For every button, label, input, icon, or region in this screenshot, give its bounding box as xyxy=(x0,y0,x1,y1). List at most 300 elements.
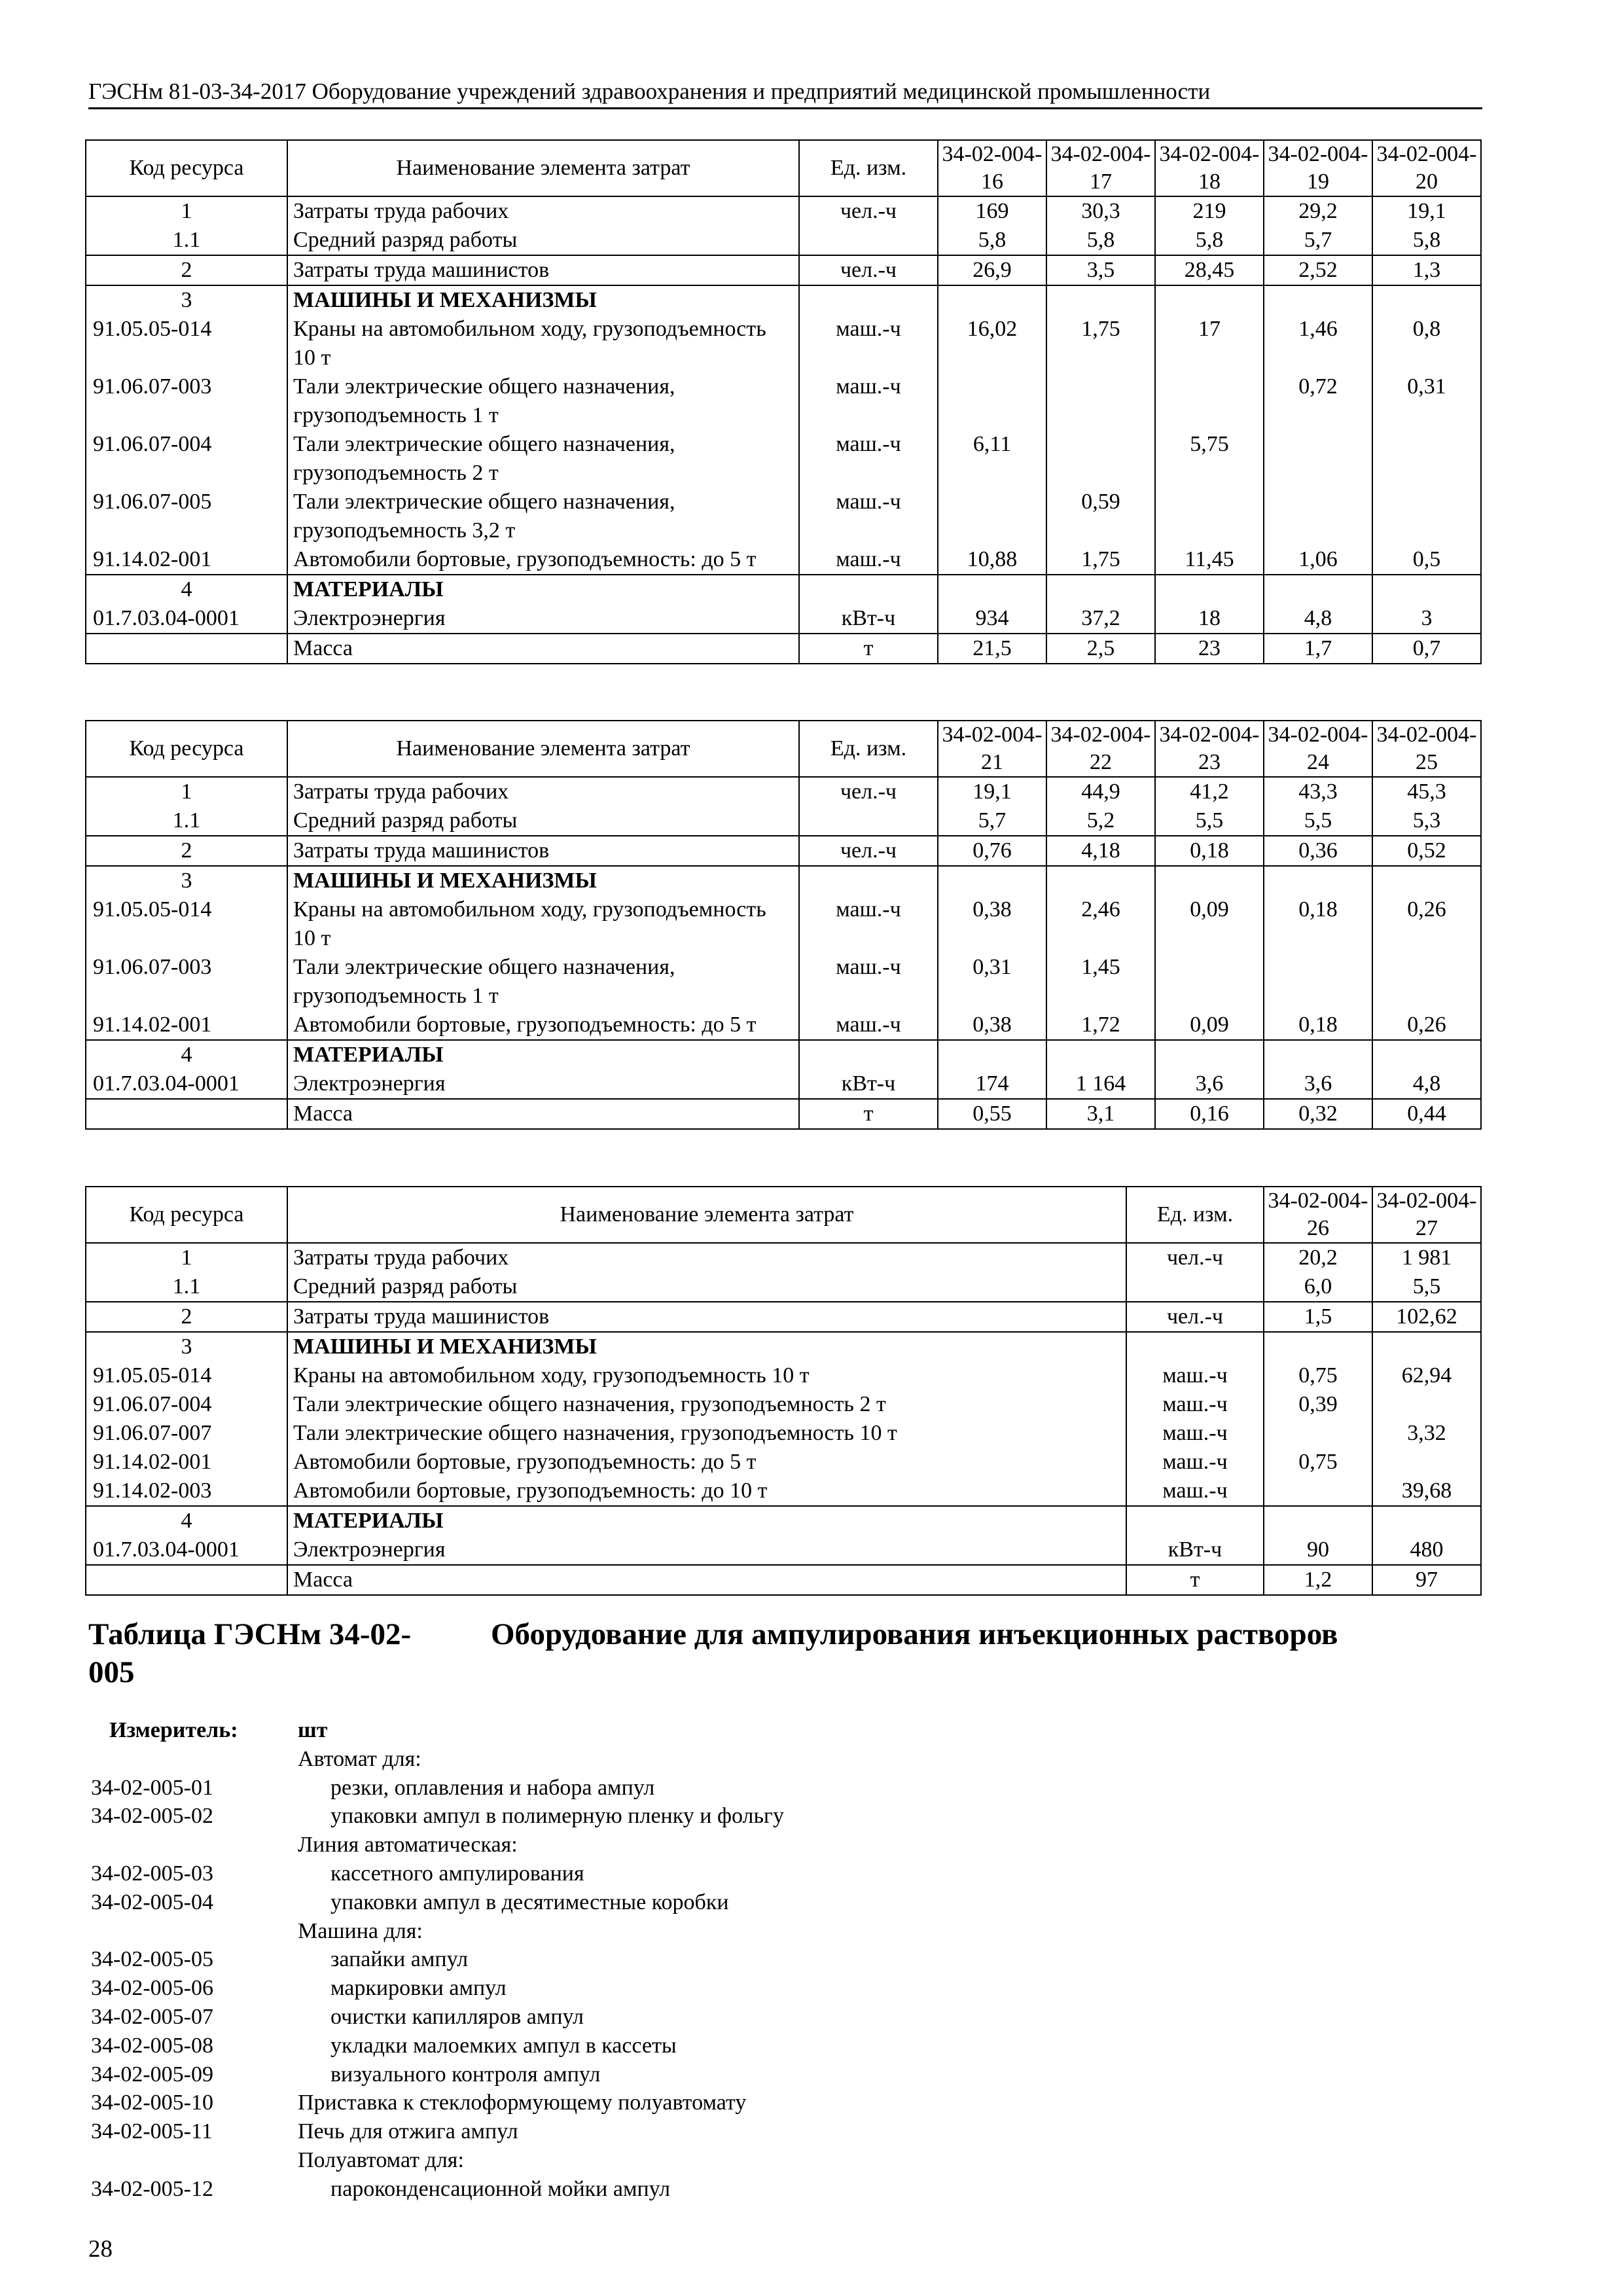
column-header-unit: Ед. изм. xyxy=(799,721,938,777)
unit-cell: чел.-ч xyxy=(799,777,938,806)
resource-code: 2 xyxy=(86,1302,287,1332)
value-cell: 0,31 xyxy=(1372,372,1481,430)
table-row xyxy=(86,806,1481,836)
value-cell: 5,8 xyxy=(1372,226,1481,255)
unit-cell xyxy=(1126,1506,1264,1535)
unit-cell: чел.-ч xyxy=(1126,1243,1264,1272)
value-cell: 219 xyxy=(1155,196,1264,226)
item-code: 34-02-005-03 xyxy=(91,1861,213,1886)
column-header-name: Наименование элемента затрат xyxy=(287,1187,1126,1243)
value-cell: 0,31 xyxy=(938,953,1046,1011)
table-row xyxy=(86,315,1481,372)
cost-element-name: Тали электрические общего назначения, грузоподъемность 1 т xyxy=(287,372,799,430)
value-cell xyxy=(1155,285,1264,315)
table-header-row xyxy=(86,721,1481,777)
value-cell: 1,3 xyxy=(1372,255,1481,285)
value-cell xyxy=(1264,1332,1372,1361)
table-row xyxy=(86,226,1481,255)
value-cell: 1,75 xyxy=(1046,315,1155,372)
list-item xyxy=(88,2032,1463,2060)
unit-cell xyxy=(799,285,938,315)
value-cell xyxy=(1155,488,1264,545)
resource-code: 1.1 xyxy=(86,226,287,255)
table-row xyxy=(86,1243,1481,1272)
value-cell: 4,8 xyxy=(1264,604,1372,634)
value-cell: 17 xyxy=(1155,315,1264,372)
value-cell: 18 xyxy=(1155,604,1264,634)
resource-code: 4 xyxy=(86,575,287,604)
item-code: 34-02-005-07 xyxy=(91,2004,213,2029)
value-cell xyxy=(1372,1506,1481,1535)
resource-code: 4 xyxy=(86,1040,287,1069)
resource-code: 91.06.07-003 xyxy=(86,372,287,430)
item-code: 34-02-005-02 xyxy=(91,1804,213,1829)
item-text: Линия автоматическая: xyxy=(298,1833,518,1857)
table-row xyxy=(86,1272,1481,1302)
table-row xyxy=(86,285,1481,315)
value-cell: 1,72 xyxy=(1046,1011,1155,1040)
table-row xyxy=(86,196,1481,226)
cost-element-name: МАТЕРИАЛЫ xyxy=(287,1040,799,1069)
cost-element-name: Затраты труда машинистов xyxy=(287,255,799,285)
value-cell xyxy=(1372,285,1481,315)
value-cell: 0,32 xyxy=(1264,1099,1372,1129)
table-row xyxy=(86,255,1481,285)
table-row xyxy=(86,1506,1481,1535)
table-row xyxy=(86,1535,1481,1565)
table-row xyxy=(86,1099,1481,1129)
value-cell: 934 xyxy=(938,604,1046,634)
value-cell: 39,68 xyxy=(1372,1477,1481,1506)
value-cell: 11,45 xyxy=(1155,545,1264,575)
list-item xyxy=(88,1917,1463,1946)
table-row xyxy=(86,1302,1481,1332)
value-cell: 1,5 xyxy=(1264,1302,1372,1332)
unit-cell: маш.-ч xyxy=(1126,1448,1264,1477)
item-text: укладки малоемких ампул в кассеты xyxy=(330,2033,677,2058)
item-text: Приставка к стеклоформующему полуавтомату xyxy=(298,2090,747,2115)
table-row xyxy=(86,777,1481,806)
column-header-unit: Ед. изм. xyxy=(799,140,938,196)
measure-label: Измеритель: xyxy=(109,1718,238,1742)
value-cell: 0,38 xyxy=(938,1011,1046,1040)
value-cell xyxy=(1155,953,1264,1011)
cost-element-name: Затраты труда машинистов xyxy=(287,836,799,866)
resource-code: 91.14.02-003 xyxy=(86,1477,287,1506)
table-number-line2: 005 xyxy=(88,1655,135,1689)
value-cell xyxy=(1155,866,1264,895)
value-cell: 0,36 xyxy=(1264,836,1372,866)
table-row xyxy=(86,1069,1481,1099)
unit-cell: чел.-ч xyxy=(799,836,938,866)
unit-cell xyxy=(1126,1332,1264,1361)
cost-element-name: МАТЕРИАЛЫ xyxy=(287,575,799,604)
value-cell: 3,6 xyxy=(1264,1069,1372,1099)
item-code: 34-02-005-05 xyxy=(91,1947,213,1972)
value-cell: 19,1 xyxy=(1372,196,1481,226)
value-cell xyxy=(1046,430,1155,488)
value-cell: 0,44 xyxy=(1372,1099,1481,1129)
resource-code: 1 xyxy=(86,777,287,806)
cost-element-name: Краны на автомобильном ходу, грузоподъемность 10 т xyxy=(287,1361,1126,1390)
value-cell: 1,7 xyxy=(1264,634,1372,664)
cost-element-name: Масса xyxy=(287,1565,1126,1595)
unit-cell: чел.-ч xyxy=(799,255,938,285)
table-row xyxy=(86,488,1481,545)
list-item xyxy=(88,2003,1463,2032)
value-cell xyxy=(1264,1419,1372,1448)
unit-cell: маш.-ч xyxy=(1126,1390,1264,1419)
unit-cell: т xyxy=(799,634,938,664)
cost-element-name: МАШИНЫ И МЕХАНИЗМЫ xyxy=(287,1332,1126,1361)
value-cell: 5,8 xyxy=(1046,226,1155,255)
value-cell xyxy=(1046,285,1155,315)
resource-code: 91.06.07-007 xyxy=(86,1419,287,1448)
value-cell: 4,18 xyxy=(1046,836,1155,866)
list-item xyxy=(88,1831,1463,1859)
list-item xyxy=(88,1859,1463,1888)
value-cell xyxy=(1264,285,1372,315)
value-cell xyxy=(938,372,1046,430)
resource-code: 01.7.03.04-0001 xyxy=(86,1069,287,1099)
table-row xyxy=(86,836,1481,866)
value-cell: 0,7 xyxy=(1372,634,1481,664)
item-text: кассетного ампулирования xyxy=(330,1861,584,1886)
column-header-rate: 34-02-004-23 xyxy=(1155,721,1264,777)
unit-cell xyxy=(799,226,938,255)
value-cell: 5,7 xyxy=(1264,226,1372,255)
item-text: упаковки ампул в десятиместные коробки xyxy=(330,1890,729,1914)
value-cell xyxy=(938,1040,1046,1069)
column-header-rate: 34-02-004-22 xyxy=(1046,721,1155,777)
value-cell: 480 xyxy=(1372,1535,1481,1565)
unit-cell: кВт-ч xyxy=(799,1069,938,1099)
list-item xyxy=(88,2175,1463,2204)
resource-code: 91.06.07-004 xyxy=(86,430,287,488)
table-row xyxy=(86,575,1481,604)
cost-element-name: Тали электрические общего назначения, грузоподъемность 10 т xyxy=(287,1419,1126,1448)
item-text: Машина для: xyxy=(298,1918,423,1943)
value-cell xyxy=(1155,372,1264,430)
value-cell: 30,3 xyxy=(1046,196,1155,226)
cost-element-name: Средний разряд работы xyxy=(287,1272,1126,1302)
unit-cell: кВт-ч xyxy=(799,604,938,634)
value-cell xyxy=(1264,1506,1372,1535)
resource-code xyxy=(86,1099,287,1129)
resource-code: 2 xyxy=(86,255,287,285)
unit-cell: маш.-ч xyxy=(799,1011,938,1040)
table-header-row xyxy=(86,140,1481,196)
value-cell: 10,88 xyxy=(938,545,1046,575)
measure-header xyxy=(88,1716,1463,1745)
value-cell: 6,11 xyxy=(938,430,1046,488)
table-row xyxy=(86,1565,1481,1595)
value-cell xyxy=(1372,488,1481,545)
value-cell: 37,2 xyxy=(1046,604,1155,634)
value-cell: 5,2 xyxy=(1046,806,1155,836)
column-header-rate: 34-02-004-18 xyxy=(1155,140,1264,196)
table-number-line1: Таблица ГЭСНм 34-02- xyxy=(88,1617,412,1651)
unit-cell xyxy=(799,866,938,895)
list-item xyxy=(88,1945,1463,1974)
value-cell: 0,09 xyxy=(1155,1011,1264,1040)
item-text: пароконденсационной мойки ампул xyxy=(330,2176,671,2201)
column-header-unit: Ед. изм. xyxy=(1126,1187,1264,1243)
unit-cell: чел.-ч xyxy=(1126,1302,1264,1332)
list-item xyxy=(88,2146,1463,2175)
resource-code: 91.14.02-001 xyxy=(86,1011,287,1040)
resource-code: 1.1 xyxy=(86,1272,287,1302)
cost-element-name: Электроэнергия xyxy=(287,1069,799,1099)
resource-table-1 xyxy=(85,139,1482,664)
cost-element-name: МАТЕРИАЛЫ xyxy=(287,1506,1126,1535)
value-cell: 6,0 xyxy=(1264,1272,1372,1302)
unit-cell: маш.-ч xyxy=(799,953,938,1011)
resource-code: 91.06.07-003 xyxy=(86,953,287,1011)
item-text: резки, оплавления и набора ампул xyxy=(330,1775,655,1800)
list-item xyxy=(88,2060,1463,2089)
list-item xyxy=(88,2089,1463,2117)
table-row xyxy=(86,604,1481,634)
value-cell xyxy=(1264,1040,1372,1069)
value-cell: 3,6 xyxy=(1155,1069,1264,1099)
cost-element-name: Электроэнергия xyxy=(287,1535,1126,1565)
resource-code: 1 xyxy=(86,196,287,226)
unit-cell: маш.-ч xyxy=(1126,1419,1264,1448)
value-cell xyxy=(1372,953,1481,1011)
table-row xyxy=(86,372,1481,430)
measure-list xyxy=(88,1716,1463,2204)
resource-code: 01.7.03.04-0001 xyxy=(86,1535,287,1565)
value-cell: 0,5 xyxy=(1372,545,1481,575)
table-row xyxy=(86,866,1481,895)
unit-cell: маш.-ч xyxy=(799,315,938,372)
unit-cell: кВт-ч xyxy=(1126,1535,1264,1565)
column-header-rate: 34-02-004-20 xyxy=(1372,140,1481,196)
value-cell: 2,5 xyxy=(1046,634,1155,664)
value-cell: 0,26 xyxy=(1372,1011,1481,1040)
resource-code: 91.05.05-014 xyxy=(86,1361,287,1390)
value-cell xyxy=(1046,1040,1155,1069)
value-cell: 2,46 xyxy=(1046,895,1155,953)
item-code: 34-02-005-10 xyxy=(91,2090,213,2115)
value-cell: 5,7 xyxy=(938,806,1046,836)
column-header-name: Наименование элемента затрат xyxy=(287,140,799,196)
item-code: 34-02-005-08 xyxy=(91,2033,213,2058)
value-cell: 26,9 xyxy=(938,255,1046,285)
list-item xyxy=(88,1774,1463,1803)
value-cell xyxy=(938,488,1046,545)
value-cell: 0,09 xyxy=(1155,895,1264,953)
cost-element-name: Затраты труда машинистов xyxy=(287,1302,1126,1332)
table-row xyxy=(86,1419,1481,1448)
value-cell: 5,8 xyxy=(938,226,1046,255)
value-cell: 1,06 xyxy=(1264,545,1372,575)
item-text: маркировки ампул xyxy=(330,1976,507,2001)
value-cell: 0,38 xyxy=(938,895,1046,953)
item-text: Автомат для: xyxy=(298,1746,421,1771)
value-cell xyxy=(1264,488,1372,545)
value-cell: 44,9 xyxy=(1046,777,1155,806)
item-text: Полуавтомат для: xyxy=(298,2147,464,2172)
resource-code: 91.05.05-014 xyxy=(86,315,287,372)
value-cell: 5,3 xyxy=(1372,806,1481,836)
resource-code: 91.14.02-001 xyxy=(86,545,287,575)
value-cell: 1,45 xyxy=(1046,953,1155,1011)
table-row xyxy=(86,1011,1481,1040)
cost-element-name: Электроэнергия xyxy=(287,604,799,634)
cost-element-name: Тали электрические общего назначения, грузоподъемность 1 т xyxy=(287,953,799,1011)
table-row xyxy=(86,430,1481,488)
value-cell xyxy=(1372,866,1481,895)
value-cell xyxy=(1264,430,1372,488)
table-number xyxy=(88,1615,481,1691)
value-cell: 62,94 xyxy=(1372,1361,1481,1390)
cost-element-name: Тали электрические общего назначения, грузоподъемность 2 т xyxy=(287,1390,1126,1419)
value-cell xyxy=(1155,575,1264,604)
cost-element-name: Затраты труда рабочих xyxy=(287,1243,1126,1272)
unit-cell: маш.-ч xyxy=(799,430,938,488)
cost-element-name: Затраты труда рабочих xyxy=(287,777,799,806)
item-text: Печь для отжига ампул xyxy=(298,2119,518,2144)
value-cell xyxy=(938,575,1046,604)
unit-cell: маш.-ч xyxy=(799,488,938,545)
value-cell: 3,5 xyxy=(1046,255,1155,285)
value-cell: 1 981 xyxy=(1372,1243,1481,1272)
value-cell xyxy=(1372,1040,1481,1069)
cost-element-name: Средний разряд работы xyxy=(287,226,799,255)
value-cell xyxy=(1372,430,1481,488)
value-cell xyxy=(1155,1040,1264,1069)
column-header-code: Код ресурса xyxy=(86,1187,287,1243)
item-text: запайки ампул xyxy=(330,1947,469,1972)
value-cell: 0,75 xyxy=(1264,1448,1372,1477)
table-row xyxy=(86,634,1481,664)
table-row xyxy=(86,545,1481,575)
running-header: ГЭСНм 81-03-34-2017 Оборудование учреждений здравоохранения и предприятий медицинской промышленности xyxy=(88,77,1482,109)
item-text: очистки капилляров ампул xyxy=(330,2004,584,2029)
unit-cell: маш.-ч xyxy=(799,895,938,953)
value-cell: 43,3 xyxy=(1264,777,1372,806)
value-cell: 1,75 xyxy=(1046,545,1155,575)
list-item xyxy=(88,1974,1463,2003)
column-header-code: Код ресурса xyxy=(86,140,287,196)
table-title-text: Оборудование для ампулирования инъекционных растворов xyxy=(491,1617,1338,1651)
value-cell: 3 xyxy=(1372,604,1481,634)
column-header-rate: 34-02-004-17 xyxy=(1046,140,1155,196)
value-cell: 0,18 xyxy=(1155,836,1264,866)
value-cell: 28,45 xyxy=(1155,255,1264,285)
value-cell: 21,5 xyxy=(938,634,1046,664)
value-cell xyxy=(1264,1477,1372,1506)
value-cell xyxy=(1264,953,1372,1011)
table-row xyxy=(86,1448,1481,1477)
list-item xyxy=(88,1745,1463,1774)
value-cell: 5,75 xyxy=(1155,430,1264,488)
resource-table-3 xyxy=(85,1186,1482,1596)
value-cell: 20,2 xyxy=(1264,1243,1372,1272)
value-cell: 1,2 xyxy=(1264,1565,1372,1595)
value-cell: 0,72 xyxy=(1264,372,1372,430)
value-cell xyxy=(938,285,1046,315)
unit-cell xyxy=(799,806,938,836)
item-text: визуального контроля ампул xyxy=(330,2062,601,2087)
resource-code: 91.06.07-005 xyxy=(86,488,287,545)
measure-unit: шт xyxy=(298,1718,328,1742)
value-cell: 0,8 xyxy=(1372,315,1481,372)
column-header-rate: 34-02-004-16 xyxy=(938,140,1046,196)
table-row xyxy=(86,1040,1481,1069)
unit-cell: т xyxy=(799,1099,938,1129)
value-cell: 0,18 xyxy=(1264,895,1372,953)
value-cell xyxy=(1372,1390,1481,1419)
item-code: 34-02-005-09 xyxy=(91,2062,213,2087)
cost-element-name: Краны на автомобильном ходу, грузоподъемность 10 т xyxy=(287,895,799,953)
unit-cell: маш.-ч xyxy=(799,545,938,575)
table-row xyxy=(86,953,1481,1011)
value-cell: 29,2 xyxy=(1264,196,1372,226)
value-cell: 169 xyxy=(938,196,1046,226)
value-cell: 5,5 xyxy=(1264,806,1372,836)
value-cell: 3,1 xyxy=(1046,1099,1155,1129)
value-cell xyxy=(1372,1448,1481,1477)
cost-element-name: МАШИНЫ И МЕХАНИЗМЫ xyxy=(287,285,799,315)
column-header-rate: 34-02-004-25 xyxy=(1372,721,1481,777)
value-cell: 0,75 xyxy=(1264,1361,1372,1390)
item-code: 34-02-005-04 xyxy=(91,1890,213,1914)
unit-cell: маш.-ч xyxy=(1126,1477,1264,1506)
value-cell xyxy=(1264,866,1372,895)
list-item xyxy=(88,1888,1463,1917)
cost-element-name: Масса xyxy=(287,634,799,664)
unit-cell: т xyxy=(1126,1565,1264,1595)
value-cell: 5,8 xyxy=(1155,226,1264,255)
cost-element-name: МАШИНЫ И МЕХАНИЗМЫ xyxy=(287,866,799,895)
cost-element-name: Средний разряд работы xyxy=(287,806,799,836)
value-cell: 0,26 xyxy=(1372,895,1481,953)
column-header-rate: 34-02-004-26 xyxy=(1264,1187,1372,1243)
value-cell xyxy=(938,866,1046,895)
value-cell: 1,46 xyxy=(1264,315,1372,372)
value-cell: 90 xyxy=(1264,1535,1372,1565)
list-item xyxy=(88,2117,1463,2146)
resource-code: 91.06.07-004 xyxy=(86,1390,287,1419)
cost-element-name: Тали электрические общего назначения, грузоподъемность 2 т xyxy=(287,430,799,488)
resource-code: 2 xyxy=(86,836,287,866)
value-cell: 45,3 xyxy=(1372,777,1481,806)
item-code: 34-02-005-01 xyxy=(91,1775,213,1800)
table-row xyxy=(86,1332,1481,1361)
value-cell: 16,02 xyxy=(938,315,1046,372)
value-cell xyxy=(1046,575,1155,604)
value-cell: 97 xyxy=(1372,1565,1481,1595)
value-cell: 5,5 xyxy=(1372,1272,1481,1302)
column-header-rate: 34-02-004-19 xyxy=(1264,140,1372,196)
unit-cell: маш.-ч xyxy=(1126,1361,1264,1390)
cost-element-name: Масса xyxy=(287,1099,799,1129)
value-cell: 0,52 xyxy=(1372,836,1481,866)
page-number: 28 xyxy=(88,2236,113,2263)
column-header-rate: 34-02-004-24 xyxy=(1264,721,1372,777)
value-cell xyxy=(1372,575,1481,604)
value-cell: 0,76 xyxy=(938,836,1046,866)
value-cell: 102,62 xyxy=(1372,1302,1481,1332)
value-cell: 23 xyxy=(1155,634,1264,664)
value-cell: 4,8 xyxy=(1372,1069,1481,1099)
table-row xyxy=(86,895,1481,953)
value-cell: 0,39 xyxy=(1264,1390,1372,1419)
cost-element-name: Краны на автомобильном ходу, грузоподъемность 10 т xyxy=(287,315,799,372)
